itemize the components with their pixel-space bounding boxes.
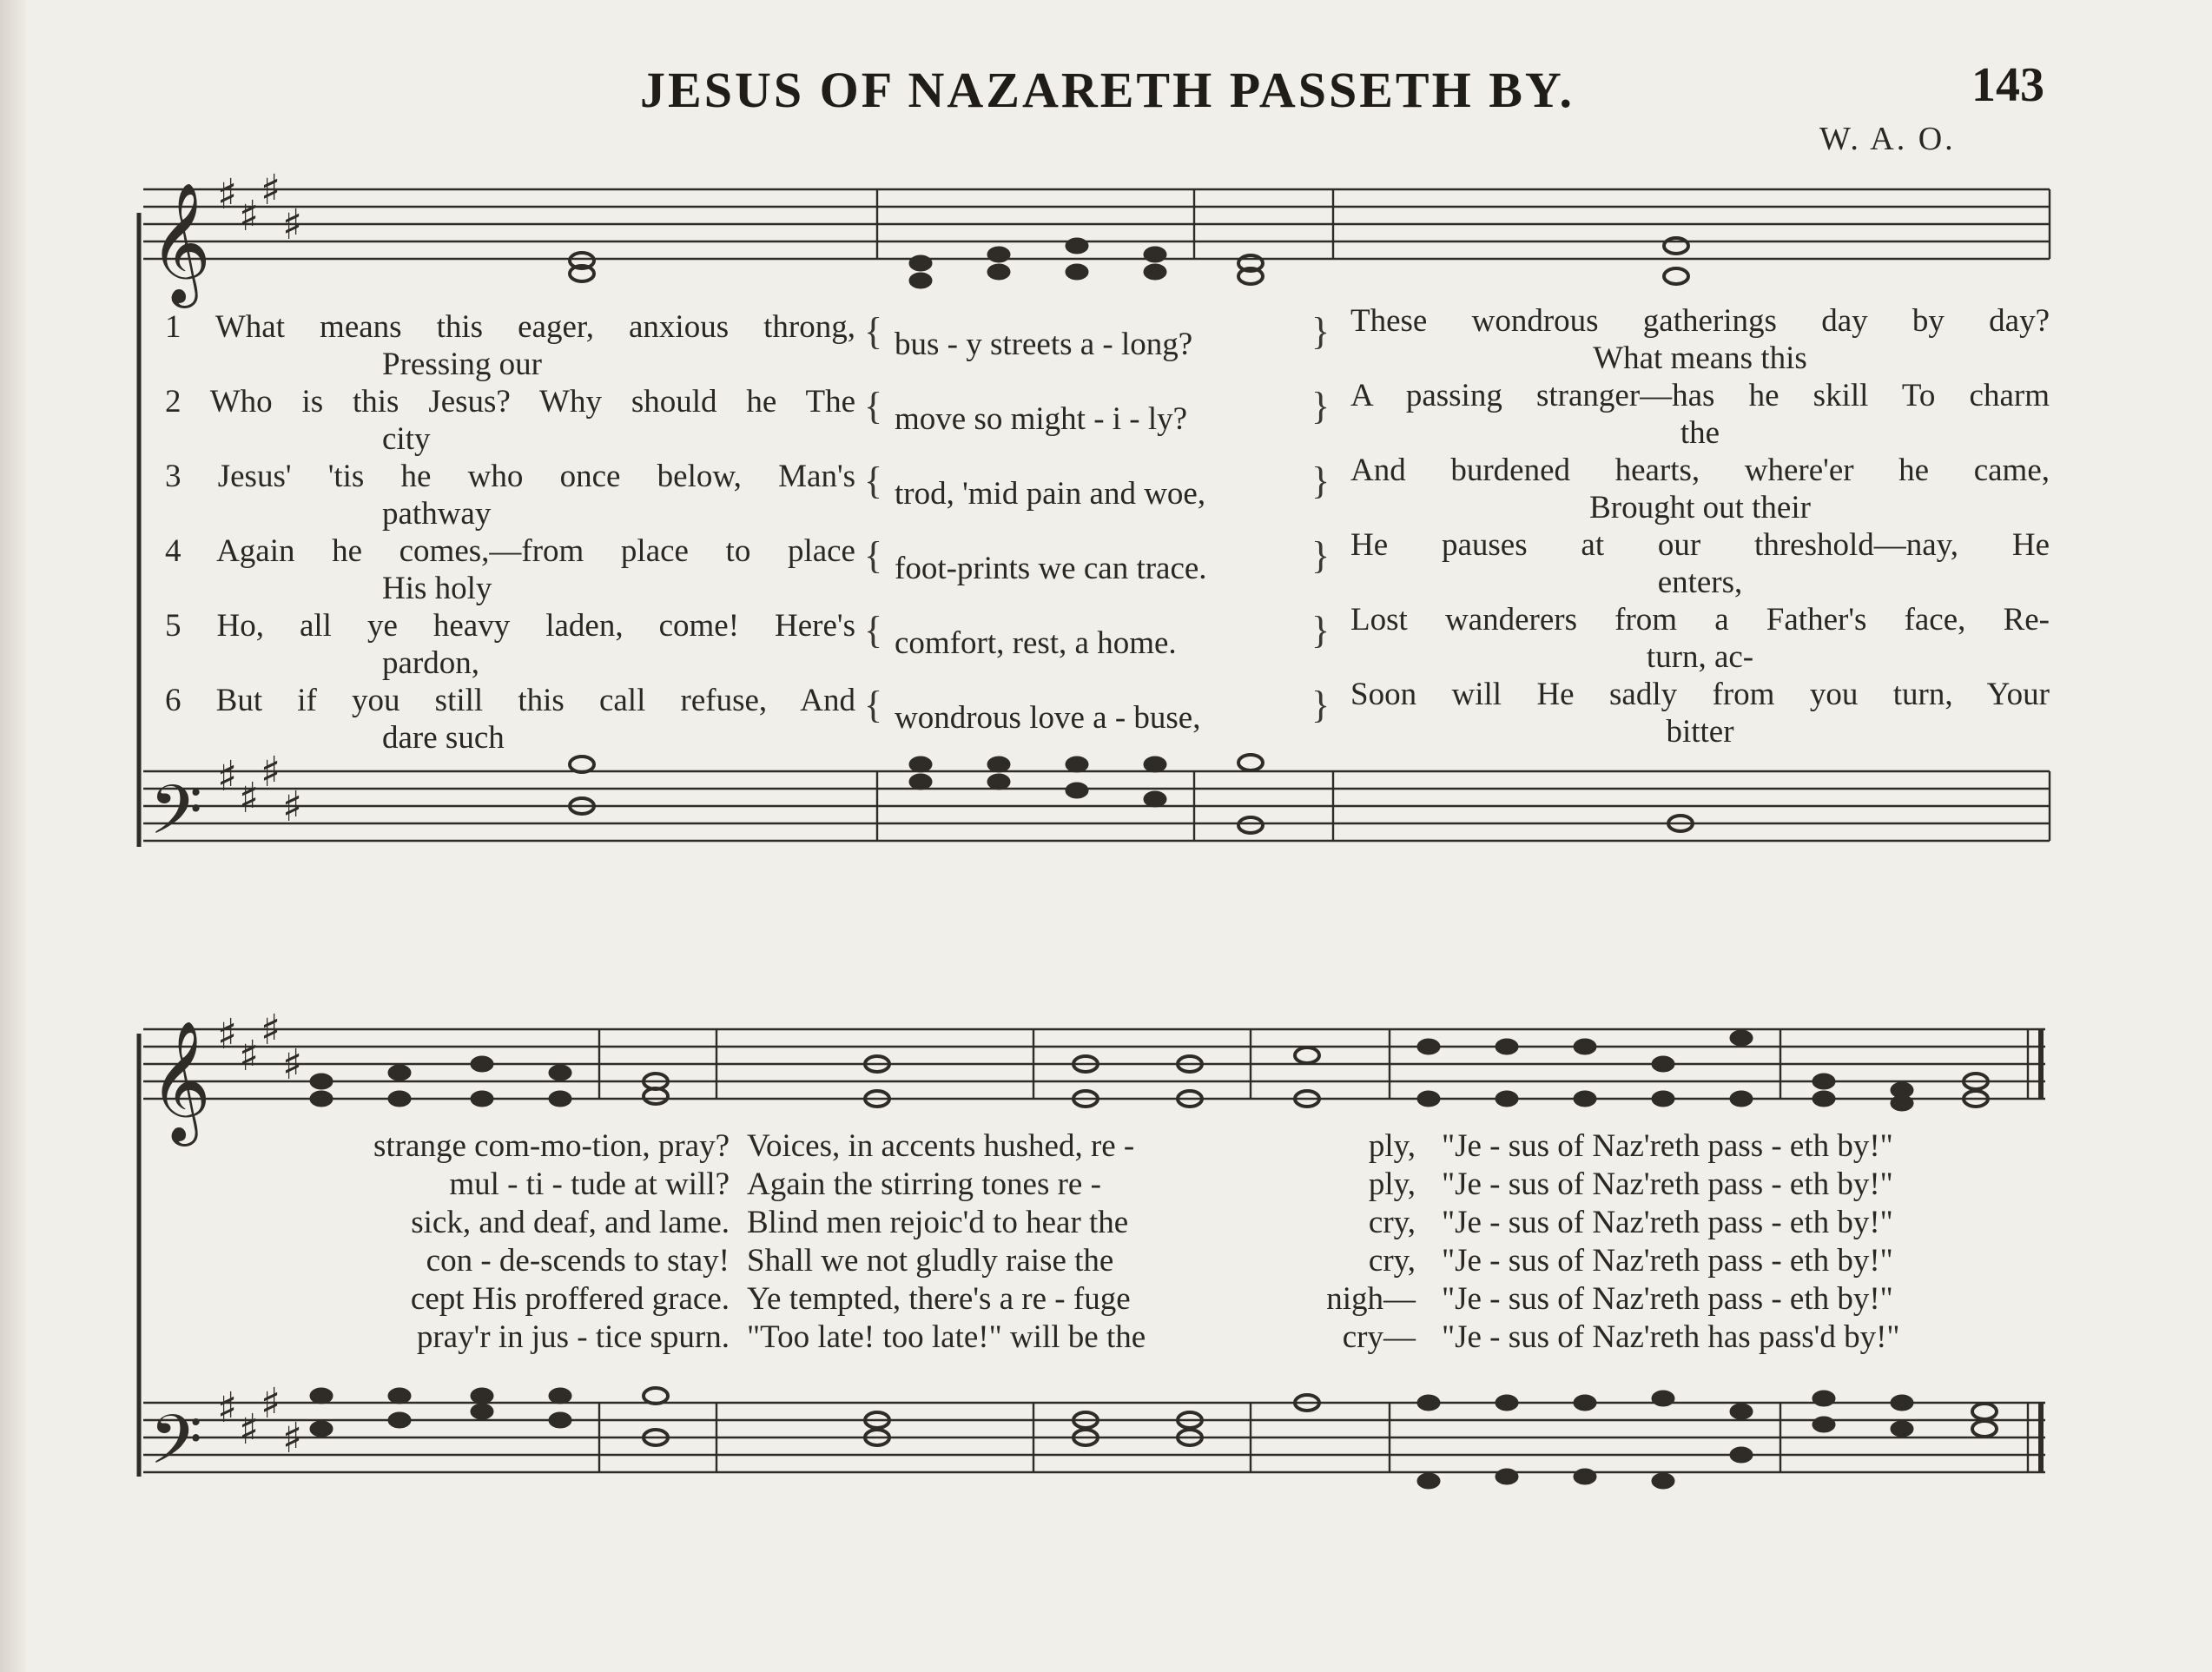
verse-line: A passing stranger—has he skill To charm [1350, 378, 2050, 413]
svg-text:♯: ♯ [217, 1384, 238, 1432]
page-number: 143 [1971, 58, 2044, 112]
verse-line: What means this [1593, 340, 1807, 376]
verse-line: pardon, [382, 645, 479, 681]
svg-text:𝄢: 𝄢 [149, 1401, 203, 1497]
lyric-segment: cry, [1368, 1243, 1416, 1279]
svg-text:♯: ♯ [282, 1041, 303, 1089]
verse-line: wondrous love a - buse, [895, 700, 1201, 736]
lyric-segment: Blind men rejoic'd to hear the [747, 1205, 1129, 1240]
svg-text:𝄢: 𝄢 [149, 771, 203, 867]
lyric-row-3 [243, 1204, 2024, 1241]
brace-glyph: { [864, 534, 883, 577]
lyric-segment: Ye tempted, there's a re - fuge [747, 1281, 1131, 1317]
verse-6-part-c [1350, 676, 2050, 750]
verse-column-2 [895, 326, 1303, 774]
brace-glyph: { [864, 310, 883, 353]
verse-number: 1 [165, 309, 182, 345]
verse-line: Soon will He sadly from you turn, Your [1350, 677, 2050, 712]
svg-text:𝄞: 𝄞 [149, 1021, 211, 1141]
svg-text:♯: ♯ [239, 774, 260, 823]
verse-line: comfort, rest, a home. [895, 625, 1177, 661]
lyric-segment: Shall we not gludly raise the [747, 1243, 1114, 1279]
verse-line: the [1680, 415, 1720, 451]
verse-2-part-c [1350, 377, 2050, 452]
verse-line: Lost wanderers from a Father's face, Re- [1350, 602, 2050, 638]
verse-number: 4 [165, 533, 182, 569]
verse-line: move so might - i - ly? [895, 401, 1188, 437]
verse-line: His holy [382, 571, 492, 606]
lyric-segment: Voices, in accents hushed, re - [747, 1128, 1135, 1164]
brace-glyph: { [864, 459, 883, 502]
brace-glyph: } [1311, 385, 1331, 427]
verse-line: These wondrous gatherings day by day? [1350, 303, 2050, 339]
svg-text:𝄞: 𝄞 [149, 182, 211, 303]
verse-line: But if you still this call refuse, And [215, 683, 855, 718]
lyric-segment: cept His proffered grace. [410, 1281, 730, 1317]
verse-number: 5 [165, 608, 182, 644]
verse-line: turn, ac- [1646, 639, 1754, 675]
verse-6-part-a [165, 682, 855, 757]
brace-glyph: } [1311, 684, 1331, 726]
lyric-segment: sick, and deaf, and lame. [411, 1205, 730, 1240]
hymn-title: JESUS OF NAZARETH PASSETH BY. [640, 62, 1575, 118]
verse-number: 6 [165, 683, 182, 718]
verse-line: Ho, all ye heavy laden, come! Here's [216, 608, 855, 644]
lyric-segment: cry, [1368, 1205, 1416, 1240]
lyric-segment: ply, [1368, 1128, 1416, 1164]
brace-glyph: { [864, 385, 883, 427]
svg-text:♯: ♯ [217, 752, 238, 801]
svg-text:♯: ♯ [261, 748, 281, 796]
verse-2-part-a [165, 383, 855, 458]
svg-text:♯: ♯ [239, 1405, 260, 1454]
lyric-row-1 [243, 1127, 2024, 1165]
brace-glyph: { [864, 684, 883, 726]
verse-column-3 [1350, 302, 2050, 750]
lyric-row-2 [243, 1166, 2024, 1203]
verse-line: bitter [1666, 714, 1734, 750]
verse-5-part-c [1350, 601, 2050, 676]
treble-staff-1 [143, 189, 2050, 259]
brace-glyph: } [1311, 310, 1331, 353]
verse-5-part-a [165, 607, 855, 682]
verse-line: trod, 'mid pain and woe, [895, 476, 1206, 512]
verse-line: And burdened hearts, where'er he came, [1350, 453, 2050, 488]
verse-line: pathway [382, 496, 492, 532]
bass-staff-1 [143, 771, 2050, 841]
lyric-segment: "Je - sus of Naz'reth pass - eth by!" [1442, 1166, 1893, 1202]
verse-4-part-c [1350, 526, 2050, 601]
svg-text:♯: ♯ [261, 1006, 281, 1054]
svg-text:♯: ♯ [282, 783, 303, 831]
verse-line: city [382, 421, 431, 457]
verse-line: He pauses at our threshold—nay, He [1350, 527, 2050, 563]
lyric-segment: strange com-mo-tion, pray? [373, 1128, 730, 1164]
verse-4-part-a [165, 532, 855, 607]
brace-glyph: } [1311, 459, 1331, 502]
verse-1-part-c [1350, 302, 2050, 377]
svg-text:♯: ♯ [217, 1010, 238, 1059]
lyric-row-6 [243, 1318, 2024, 1356]
verse-number: 2 [165, 384, 182, 420]
lyric-segment: "Je - sus of Naz'reth pass - eth by!" [1442, 1128, 1893, 1164]
lyric-segment: "Je - sus of Naz'reth pass - eth by!" [1442, 1205, 1893, 1240]
brace-glyph: { [864, 609, 883, 651]
verse-line: bus - y streets a - long? [895, 327, 1193, 362]
verse-line: What means this eager, anxious throng, [215, 309, 855, 345]
svg-text:♯: ♯ [261, 1379, 281, 1428]
composer-credit: W. A. O. [1819, 121, 1956, 157]
lyric-segment: "Je - sus of Naz'reth pass - eth by!" [1442, 1243, 1893, 1279]
lyric-segment: con - de-scends to stay! [426, 1243, 730, 1279]
svg-text:♯: ♯ [282, 1414, 303, 1463]
lyric-row-4 [243, 1242, 2024, 1279]
lyric-row-5 [243, 1280, 2024, 1318]
verse-column-1 [165, 308, 855, 757]
verse-3-part-c [1350, 452, 2050, 526]
lyric-segment: Again the stirring tones re - [747, 1166, 1101, 1202]
lyric-segment: pray'r in jus - tice spurn. [416, 1319, 730, 1355]
verse-1-part-a [165, 308, 855, 383]
verse-line: Pressing our [382, 347, 542, 382]
verse-line: Who is this Jesus? Why should he The [209, 384, 855, 420]
svg-text:♯: ♯ [282, 201, 303, 249]
lyric-segment: "Je - sus of Naz'reth has pass'd by!" [1442, 1319, 1900, 1355]
lyric-segment: ply, [1368, 1166, 1416, 1202]
brace-glyph: } [1311, 609, 1331, 651]
lyric-segment: cry— [1342, 1319, 1416, 1355]
verse-line: foot-prints we can trace. [895, 551, 1207, 586]
svg-text:♯: ♯ [217, 170, 238, 219]
svg-text:♯: ♯ [239, 1032, 260, 1081]
verse-line: Brought out their [1589, 490, 1811, 525]
treble-staff-2 [143, 1029, 2045, 1099]
verse-number: 3 [165, 459, 182, 494]
verse-line: Again he comes,—from place to place [216, 533, 855, 569]
svg-text:♯: ♯ [261, 166, 281, 215]
verse-line: dare such [382, 720, 505, 756]
brace-glyph: } [1311, 534, 1331, 577]
lyric-segment: "Je - sus of Naz'reth pass - eth by!" [1442, 1281, 1893, 1317]
svg-text:♯: ♯ [239, 192, 260, 241]
lyric-segment: nigh— [1326, 1281, 1416, 1317]
verse-line: enters, [1657, 565, 1743, 600]
lyric-segment: "Too late! too late!" will be the [747, 1319, 1146, 1355]
verse-3-part-a [165, 458, 855, 532]
lyric-segment: mul - ti - tude at will? [449, 1166, 730, 1202]
verse-line: Jesus' 'tis he who once below, Man's [217, 459, 856, 494]
